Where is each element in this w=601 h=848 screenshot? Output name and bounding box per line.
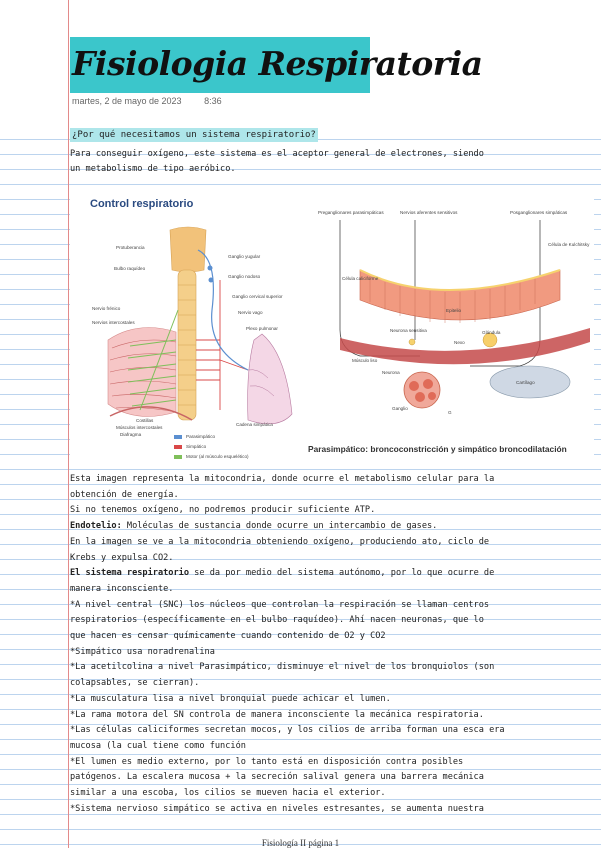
legend-swatch-motor [174,455,182,459]
body-line-text: manera inconsciente. [70,583,174,594]
label-ganglio: Ganglio [392,406,408,411]
label-epitelio: Epitelio [446,308,462,313]
body-line[interactable] [70,472,494,487]
label-musculo-liso: Músculo liso [352,358,378,363]
body-line-text: respiratorios (específicamente en el bulbo raquídeo). Ahí nacen neuronas, que lo [70,615,484,626]
body-line-text: *Simpático usa noradrenalina [70,646,215,657]
body-line[interactable] [70,582,173,597]
body-line-text: similar a una escoba, los cilios se mueven hacia el exterior. [70,788,386,798]
label-neurona: Neurona [382,370,400,375]
date-time [72,96,242,106]
body-line[interactable] [70,692,391,707]
body-line-text: *El lumen es medio externo, por lo tanto está en disposición contra posibles [70,756,464,767]
margin-line [68,0,69,848]
legend-parasympathetic: Parasimpático [186,434,216,439]
figure-left-title: Control respiratorio [90,198,194,210]
label-pregang: Preganglionares parasimpáticas [318,210,384,215]
label-cadena-simpatica: Cadena simpática [236,422,273,427]
label-g: G [448,410,452,415]
label-musculos-intercostales: Músculos intercostales [116,425,163,430]
body-line[interactable] [70,598,489,613]
legend-motor: Motor (al músculo esquelético) [186,454,249,459]
body-line[interactable] [70,802,484,817]
label-bulbo: Bulbo raquídeo [114,266,146,271]
label-plexo-pulmonar: Plexo pulmonar [246,326,278,331]
body-line-text: *Sistema nervioso simpático se activa en niveles estresantes, se aumenta nuestra [70,803,484,814]
label-diafragma: Diafragma [120,432,142,437]
body-line[interactable] [70,676,199,691]
note-date: martes, 2 de mayo de 2023 [72,96,182,106]
body-line[interactable] [70,566,494,581]
body-line[interactable] [70,503,375,518]
body-line-text: En la imagen se ve a la mitocondria obteniendo oxígeno, produciendo ato, ciclo de [70,536,490,547]
label-ganglio-yugular: Ganglio yugular [228,254,261,259]
body-line[interactable] [70,613,484,628]
label-caliciforme: Célula caliciforme [342,276,379,281]
body-line-text: Si no tenemos oxígeno, no podremos producir suficiente ATP. [70,505,376,516]
body-line[interactable] [70,629,386,644]
body-line-text: mucosa (la cual tiene como función [70,740,246,751]
body-line[interactable] [70,551,173,566]
label-glandula: Glándula [482,330,501,335]
label-kulchitsky: Célula de Kulchitsky [548,242,590,247]
label-costillas: Costillas [136,418,154,423]
legend-swatch-sympathetic [174,445,182,449]
body-line-text: patógenos. La escalera mucosa + la secreción salival genera una barrera mecánica [70,772,484,783]
intro-line-2[interactable]: un metabolismo de tipo aeróbico. [70,164,236,174]
label-aferentes: Nervios aferentes sensitivos [400,210,458,215]
body-line[interactable] [70,535,489,550]
body-line-bold: Endotelio: [70,521,122,532]
label-nervio-frenico: Nervio frénico [92,306,121,311]
body-line-text: *La musculatura lisa a nivel bronquial puede achicar el lumen. [70,693,391,704]
body-line-text: Moléculas de sustancia donde ocurre un intercambio de gases. [121,521,438,532]
intro-line-1[interactable]: Para conseguir oxígeno, este sistema es el aceptor general de electrones, siendo [70,149,484,159]
body-line-text: Krebs y expulsa CO2. [70,552,174,563]
page-footer: Fisiología II página 1 [261,838,340,848]
question-line[interactable]: ¿Por qué necesitamos un sistema respiratorio? [72,130,316,140]
body-line[interactable] [70,519,437,534]
body-line[interactable] [70,786,386,801]
body-line-text: *A nivel central (SNC) los núcleos que controlan la respiración se llaman centros [70,599,490,610]
body-line-text: se da por medio del sistema autónomo, por lo que ocurre de [189,568,495,579]
body-line-text: que hacen es censar químicamente cuando contenido de O2 y CO2 [70,631,386,641]
body-line-text: colapsables, se cierran). [70,678,200,689]
body-line-text: *Las células caliciformes secretan mocos, y los cilios de arriba forman una esca era [70,725,505,736]
body-line[interactable] [70,660,494,675]
body-line[interactable] [70,770,484,785]
legend-sympathetic: Simpático [186,444,207,449]
body-line[interactable] [70,645,215,660]
label-cartilago: Cartílago [516,380,535,385]
label-postgang: Posganglionares simpáticas [510,210,568,215]
figure-caption: Parasimpático: broncoconstricción y simpático broncodilatación [308,444,567,454]
note-time: 8:36 [204,96,222,106]
body-line-text: *La acetilcolina a nivel Parasimpático, disminuye el nivel de los bronquiolos (son [70,662,495,673]
body-line-bold: El sistema respiratorio [70,568,189,579]
body-line[interactable] [70,755,463,770]
label-nervios-intercostales: Nervios intercostales [92,320,135,325]
label-neurona-sensitiva: Neurona sensitiva [390,328,427,333]
body-line[interactable] [70,739,246,754]
body-line[interactable] [70,708,484,723]
label-protuberancia: Protuberancia [116,245,145,250]
page-title[interactable]: Fisiologia Respiratoria [72,44,483,83]
label-ganglio-cervical: Ganglio cervical superior [232,294,283,299]
label-ganglio-nodoso: Ganglio nodoso [228,274,261,279]
body-line[interactable] [70,723,505,738]
body-line-text: *La rama motora del SN controla de manera inconsciente la mecánica respiratoria. [70,709,484,720]
body-line-text: obtención de energía. [70,489,179,500]
respiratory-control-figure[interactable] [70,190,594,466]
body-line-text: Esta imagen representa la mitocondria, donde ocurre el metabolismo celular para la [70,474,495,484]
legend-swatch-parasympathetic [174,435,182,439]
label-nervio-vago: Nervio vago [238,310,263,315]
label-nexo: Nexo [454,340,465,345]
body-line[interactable] [70,488,179,503]
